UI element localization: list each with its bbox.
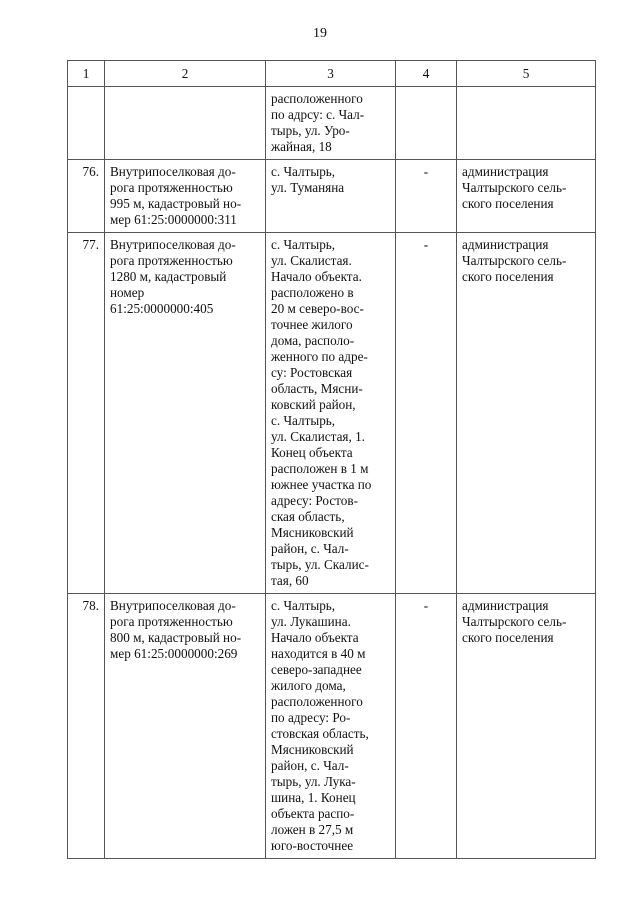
table-row [68,160,596,233]
object-name-cell-line: рога протяженностью [110,614,233,629]
address-cell-line: область, Мясни- [271,381,363,396]
column-4-cell: - [396,160,457,233]
address-cell-line: жилого дома, [271,678,346,693]
column-header: 4 [396,61,457,87]
address-cell-line: находится в 40 м [271,646,366,661]
address-cell-line: район, с. Чал- [271,541,349,556]
address-cell-line: точнее жилого [271,317,353,332]
table-row [68,594,596,859]
objects-table [67,60,596,859]
object-name-cell-line: номер [110,285,145,300]
address-cell-line: Мясниковский [271,525,354,540]
address-cell-line: с. Чалтырь, [271,164,336,179]
address-cell-line: ул. Скалистая. [271,253,352,268]
address-cell-line: юго-восточнее [271,838,354,853]
address-cell-line: женного по адре- [271,349,368,364]
address-cell-line: шина, 1. Конец [271,790,356,805]
address-cell [266,160,396,233]
address-cell [266,87,396,160]
address-cell-line: тырь, ул. Лука- [271,774,356,789]
row-number [68,87,105,160]
address-cell [266,594,396,859]
column-4-cell: - [396,233,457,594]
column-header: 3 [266,61,396,87]
address-cell-line: ул. Лукашина. [271,614,351,629]
owner-cell-line: Чалтырского сель- [462,180,567,195]
address-cell-line: ул. Туманяна [271,180,345,195]
object-name-cell-line: рога протяженностью [110,253,233,268]
object-name-cell-line: 995 м, кадастровый но- [110,196,242,211]
owner-cell-line: ского поселения [462,196,554,211]
address-cell-line: по адресу: Ро- [271,710,351,725]
column-header: 5 [457,61,596,87]
object-name-cell [105,160,266,233]
address-cell-line: су: Ростовская [271,365,353,380]
address-cell-line: южнее участка по [271,477,372,492]
address-cell-line: Начало объекта [271,630,359,645]
object-name-cell-line: 61:25:0000000:405 [110,301,214,316]
address-cell-line: жайная, 18 [271,139,332,154]
owner-cell-line: ского поселения [462,269,554,284]
address-cell-line: расположено в [271,285,354,300]
object-name-cell [105,87,266,160]
row-number: 76. [68,160,105,233]
object-name-cell [105,594,266,859]
owner-cell-line: Чалтырского сель- [462,614,567,629]
address-cell-line: расположенного [271,694,363,709]
address-cell-line: Начало объекта. [271,269,362,284]
address-cell-line: ковский район, [271,397,356,412]
owner-cell-line: Чалтырского сель- [462,253,567,268]
owner-cell-line: администрация [462,164,549,179]
address-cell-line: северо-западнее [271,662,362,677]
column-header: 2 [105,61,266,87]
table-row [68,233,596,594]
address-cell-line: тая, 60 [271,573,309,588]
address-cell-line: объекта распо- [271,806,355,821]
column-4-cell [396,87,457,160]
page-number: 19 [313,26,327,41]
owner-cell-line: администрация [462,237,549,252]
address-cell-line: с. Чалтырь, [271,598,336,613]
owner-cell [457,160,596,233]
address-cell-line: стовская область, [271,726,369,741]
address-cell-line: расположенного [271,91,363,106]
object-name-cell-line: 800 м, кадастровый но- [110,630,242,645]
table-row [68,87,596,160]
table-header-row [68,61,596,87]
object-name-cell-line: Внутрипоселковая до- [110,237,236,252]
address-cell-line: ская область, [271,509,345,524]
owner-cell [457,233,596,594]
address-cell-line: адресу: Ростов- [271,493,358,508]
owner-cell [457,87,596,160]
address-cell-line: Конец объекта [271,445,353,460]
object-name-cell-line: мер 61:25:0000000:269 [110,646,238,661]
object-name-cell-line: рога протяженностью [110,180,233,195]
owner-cell-line: администрация [462,598,549,613]
row-number: 77. [68,233,105,594]
address-cell-line: по адрсу: с. Чал- [271,107,365,122]
table-body [68,87,596,859]
address-cell-line: Мясниковский [271,742,354,757]
row-number: 78. [68,594,105,859]
object-name-cell-line: 1280 м, кадастровый [110,269,227,284]
address-cell-line: тырь, ул. Скалис- [271,557,369,572]
address-cell-line: ул. Скалистая, 1. [271,429,365,444]
address-cell-line: 20 м северо-вос- [271,301,364,316]
address-cell-line: тырь, ул. Уро- [271,123,350,138]
column-header: 1 [68,61,105,87]
address-cell [266,233,396,594]
address-cell-line: район, с. Чал- [271,758,349,773]
object-name-cell [105,233,266,594]
owner-cell [457,594,596,859]
column-4-cell: - [396,594,457,859]
address-cell-line: дома, располо- [271,333,355,348]
object-name-cell-line: Внутрипоселковая до- [110,598,236,613]
object-name-cell-line: мер 61:25:0000000:311 [110,212,237,227]
address-cell-line: ложен в 27,5 м [271,822,354,837]
address-cell-line: расположен в 1 м [271,461,369,476]
address-cell-line: с. Чалтырь, [271,237,336,252]
address-cell-line: с. Чалтырь, [271,413,336,428]
owner-cell-line: ского поселения [462,630,554,645]
object-name-cell-line: Внутрипоселковая до- [110,164,236,179]
